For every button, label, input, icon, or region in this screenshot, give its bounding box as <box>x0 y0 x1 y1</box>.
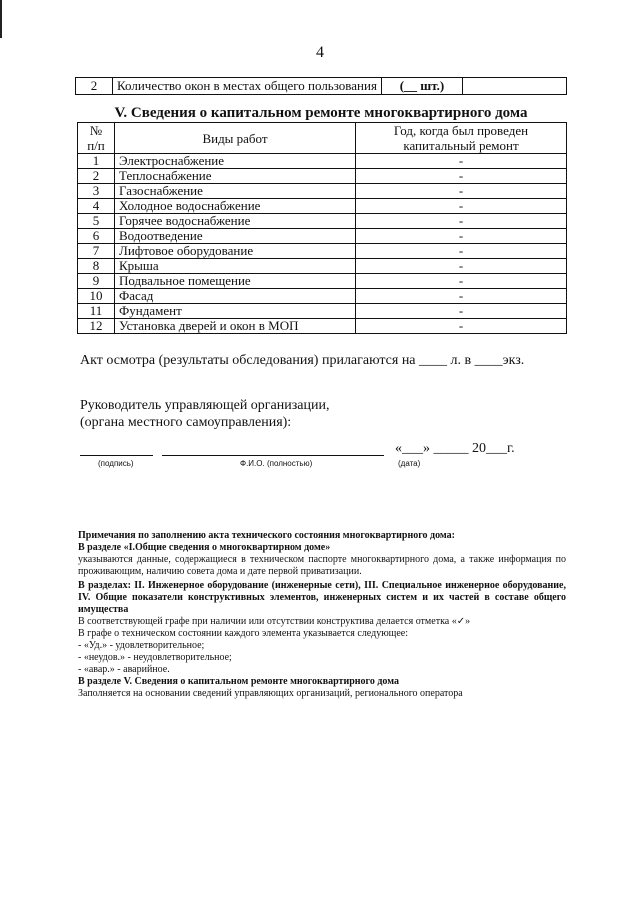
row-repair-year: - <box>356 304 567 319</box>
header-work: Виды работ <box>115 123 356 154</box>
windows-table <box>75 77 567 95</box>
row-number: 5 <box>78 214 115 229</box>
notes-block <box>78 530 566 700</box>
notes-state-item: - «неудов.» - неудовлетворительное; <box>78 652 232 663</box>
row-number: 8 <box>78 259 115 274</box>
row-work-type: Лифтовое оборудование <box>115 244 356 259</box>
row-number: 2 <box>78 169 115 184</box>
row-repair-year: - <box>356 319 567 334</box>
row-value <box>463 78 567 95</box>
page-number: 4 <box>316 44 324 61</box>
act-text: Акт осмотра (результаты обследования) прилагаются на ____ л. в ____экз. <box>80 353 525 368</box>
notes-section5-text: Заполняется на основании сведений управляющих организаций, регионального оператора <box>78 688 463 699</box>
notes-state-item: - «Уд.» - удовлетворительное; <box>78 640 205 651</box>
row-number: 3 <box>78 184 115 199</box>
notes-state-item: - «авар.» - аварийное. <box>78 664 170 675</box>
row-number: 1 <box>78 154 115 169</box>
table-row <box>78 259 567 274</box>
row-number: 6 <box>78 229 115 244</box>
notes-section2-line1: В соответствующей графе при наличии или отсутствии конструктива делается отметка «✓» <box>78 616 471 627</box>
row-number: 4 <box>78 199 115 214</box>
row-work-type: Установка дверей и окон в МОП <box>115 319 356 334</box>
capital-repair-table <box>77 122 567 334</box>
fio-line <box>162 455 384 456</box>
table-row <box>78 154 567 169</box>
row-number: 9 <box>78 274 115 289</box>
row-repair-year: - <box>356 259 567 274</box>
table-row <box>78 274 567 289</box>
signature-label: (подпись) <box>98 459 134 468</box>
notes-section1-title: В разделе «I.Общие сведения о многоквартирном доме» <box>78 542 331 553</box>
row-work-type: Крыша <box>115 259 356 274</box>
row-work-type: Теплоснабжение <box>115 169 356 184</box>
table-row <box>78 304 567 319</box>
head-subtitle: (органа местного самоуправления): <box>80 415 292 430</box>
row-repair-year: - <box>356 229 567 244</box>
table-row <box>76 78 567 95</box>
notes-section1-text: указываются данные, содержащиеся в техническом паспорте многоквартирного дома, а также информация по проживающим, наличию совета дома и дате первой приватизации. <box>78 554 566 577</box>
row-work-type: Газоснабжение <box>115 184 356 199</box>
row-work-type: Горячее водоснабжение <box>115 214 356 229</box>
table-row <box>78 184 567 199</box>
row-label: Количество окон в местах общего пользования <box>113 78 382 95</box>
row-number: 12 <box>78 319 115 334</box>
row-repair-year: - <box>356 169 567 184</box>
notes-section5-title: В разделе V. Сведения о капитальном ремонте многоквартирного дома <box>78 676 399 687</box>
row-number: 7 <box>78 244 115 259</box>
row-repair-year: - <box>356 199 567 214</box>
row-repair-year: - <box>356 244 567 259</box>
notes-section2-line2: В графе о техническом состоянии каждого элемента указывается следующее: <box>78 628 409 639</box>
table-row <box>78 319 567 334</box>
section-title: V. Сведения о капитальном ремонте многоквартирного дома <box>114 105 528 121</box>
table-row <box>78 169 567 184</box>
table-row <box>78 199 567 214</box>
row-number: 2 <box>76 78 113 95</box>
row-number: 11 <box>78 304 115 319</box>
row-work-type: Фасад <box>115 289 356 304</box>
table-row <box>78 214 567 229</box>
date-field: «___» _____ 20___г. <box>395 441 515 456</box>
row-work-type: Холодное водоснабжение <box>115 199 356 214</box>
row-repair-year: - <box>356 289 567 304</box>
scan-edge-mark <box>0 0 2 38</box>
date-label: (дата) <box>398 459 421 468</box>
row-work-type: Электроснабжение <box>115 154 356 169</box>
row-number: 10 <box>78 289 115 304</box>
row-work-type: Подвальное помещение <box>115 274 356 289</box>
row-repair-year: - <box>356 214 567 229</box>
row-repair-year: - <box>356 274 567 289</box>
header-num: № п/п <box>78 123 115 154</box>
row-repair-year: - <box>356 184 567 199</box>
table-row <box>78 244 567 259</box>
head-title: Руководитель управляющей организации, <box>80 398 330 413</box>
row-repair-year: - <box>356 154 567 169</box>
row-work-type: Водоотведение <box>115 229 356 244</box>
signature-line <box>80 455 153 456</box>
fio-label: Ф.И.О. (полностью) <box>240 459 313 468</box>
header-year: Год, когда был проведен капитальный ремонт <box>356 123 567 154</box>
notes-section2-title: В разделах: II. Инженерное оборудование (инженерные сети), III. Специальное инженерное оборудование, IV. Общие показатели конструктивных элементов, инженерных систем и их частей в составе общего имущества <box>78 580 566 615</box>
notes-title: Примечания по заполнению акта технического состояния многоквартирного дома: <box>78 530 455 541</box>
row-work-type: Фундамент <box>115 304 356 319</box>
table-row <box>78 289 567 304</box>
table-header-row <box>78 123 567 154</box>
table-row <box>78 229 567 244</box>
row-unit: (__ шт.) <box>382 78 463 95</box>
